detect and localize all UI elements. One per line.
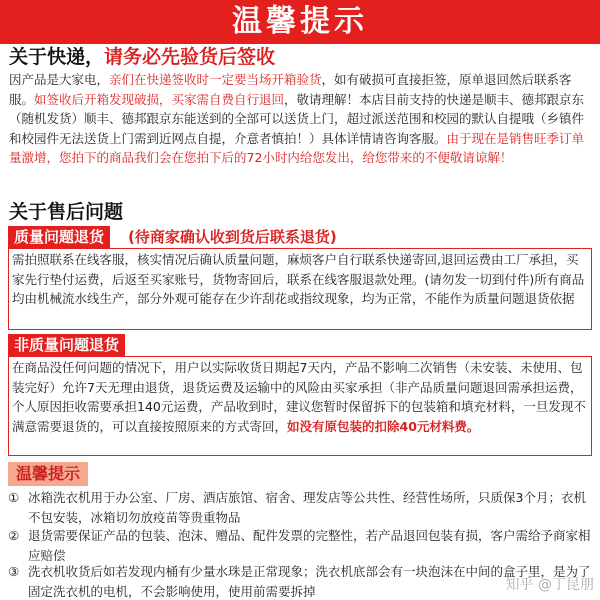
delivery-text-1b: ，如有破损可直接拒签，原单退回然后联系客服。 xyxy=(9,72,572,107)
tips-item-text: 退货需要保证产品的包装、泡沫、赠品、配件发票的完整性，若产品退回包装有损，客户需给予商家相应赔偿 xyxy=(28,528,591,563)
delivery-heading-red: 请务必先验货后签收 xyxy=(104,46,276,68)
delivery-heading-text: 关于快递， xyxy=(9,46,105,68)
tips-item xyxy=(8,488,594,527)
tips-item-number: ① xyxy=(8,490,20,505)
tips-item xyxy=(8,526,594,565)
nonquality-text-red: 如没有原包装的扣除40元材料费。 xyxy=(287,418,480,434)
tips-item-number: ② xyxy=(8,528,20,543)
delivery-text-2-red: 如签收后开箱发现破损，买家需自费自行退回 xyxy=(34,91,285,107)
watermark: 知乎 @丁昆朋 xyxy=(505,577,594,593)
tips-item-text: 洗衣机收货后如若发现内桶有少量水珠是正常现象；洗衣机底部会有一块泡沫在中间的盒子里，是为了固定洗衣机的电机，不会影响使用，使用前需要拆掉 xyxy=(28,564,591,599)
banner-title: 温馨提示 xyxy=(0,0,600,44)
quality-return-text: 需拍照联系在线客服，核实情况后确认质量问题，麻烦客户自行联系快递寄回,退回运费由工厂承担，买家先行垫付运费，后返至买家账号，货物寄回后，联系在线客服退款处理。(请勿发一切到付件)所有商品均由机械流水线生产，部分外观可能存在少许刮花或指纹现象，均为正常，不能作为质量问题退货依据 xyxy=(12,252,585,306)
delivery-text-1c: ，敬请理解！本店目前支持的快递是顺丰、德邦跟京东（随机发货）顺丰、德邦跟京东能送到的全部可以送货上门，超过派送范围和校园的默认自提哦（乡镇件和校园件无法送货上门需到近网点自提，介意者慎拍！）具体详情请咨询客服。 xyxy=(9,91,585,146)
quality-return-tag: 质量问题退货 xyxy=(8,226,110,248)
tips-tag: 温馨提示 xyxy=(8,462,88,486)
nonquality-return-tag: 非质量问题退货 xyxy=(8,334,125,356)
delivery-text-1-red: 亲们在快递签收时一定要当场开箱验货 xyxy=(109,72,322,87)
tips-item-text: 冰箱洗衣机用于办公室、厂房、酒店旅馆、宿舍、理发店等公共性、经营性场所，只质保3个月；衣机不包安装，冰箱切勿放疫苗等贵重物品 xyxy=(28,490,586,525)
nonquality-return-text xyxy=(12,358,590,436)
delivery-paragraph xyxy=(9,70,593,168)
aftersale-heading: 关于售后问题 xyxy=(9,201,124,223)
delivery-text-1: 因产品是大家电， xyxy=(9,72,110,87)
nonquality-text: 在商品没任何问题的情况下，用户以实际收货日期起7天内，产品不影响二次销售（未安装、未使用、包装完好）允许7天无理由退货，退货运费及运输中的风险由买家承担（非产品质量问题退回需承担运费，个人原因拒收需要承担140元运费，产品收到时，建议您暂时保留拆下的包装箱和填充材料，一旦发现不满意需要退货的，可以直接按照原来的方式寄回， xyxy=(12,360,586,434)
quality-return-note: (待商家确认收到货后联系退货) xyxy=(128,228,337,246)
delivery-heading xyxy=(9,46,275,68)
delivery-text-3-red: 由于现在是销售旺季订单量激增，您拍下的商品我们会在您拍下后的72小时内给您发出，给您带来的不便敬请谅解！ xyxy=(9,130,585,165)
tips-item-number: ③ xyxy=(8,564,20,579)
